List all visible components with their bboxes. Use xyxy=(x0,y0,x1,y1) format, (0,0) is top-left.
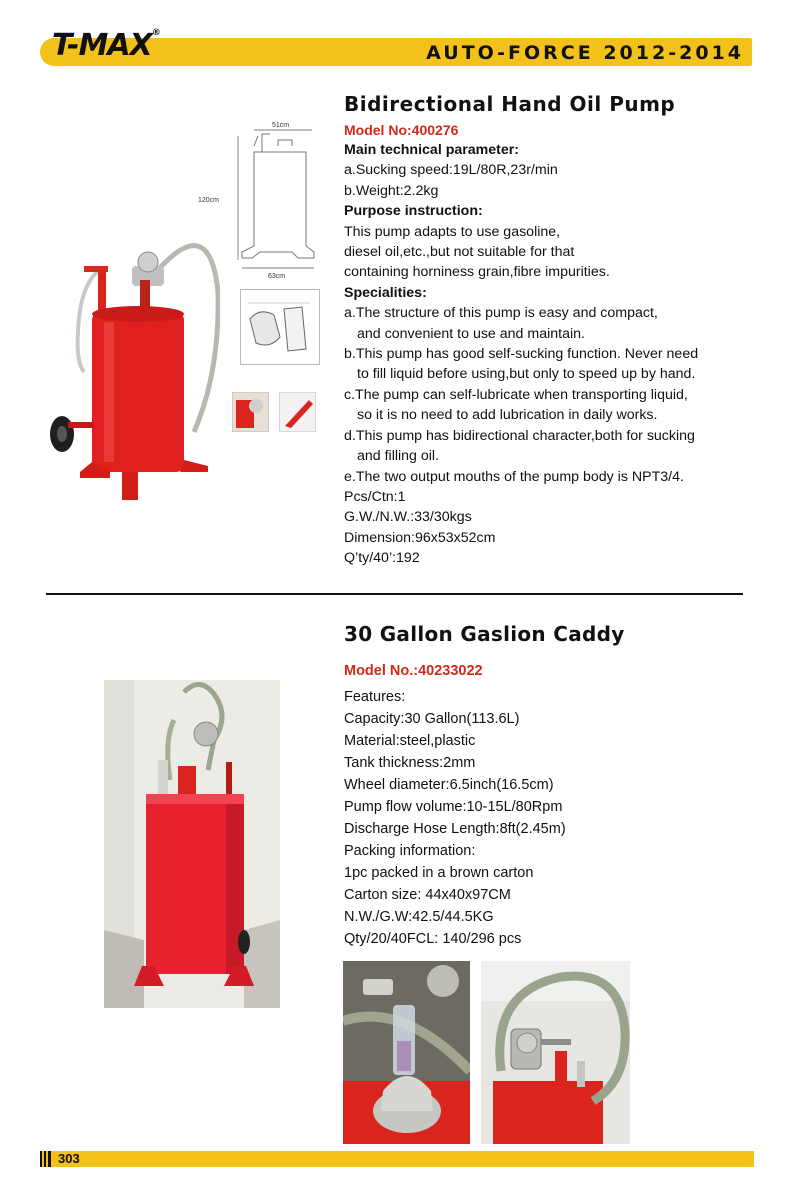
footer-stripes-icon xyxy=(40,1151,58,1167)
model-number: Model No.:40233022 xyxy=(344,663,483,679)
height-label: 120cm xyxy=(198,197,220,204)
spec-line: and convenient to use and maintain. xyxy=(357,325,585,342)
feature-line: Qty/20/40FCL: 140/296 pcs xyxy=(344,931,522,947)
feature-line: Tank thickness:2mm xyxy=(344,755,476,771)
spec-line: so it is no need to add lubrication in daily works. xyxy=(357,407,658,424)
feature-list xyxy=(344,686,754,950)
detail-thumbnail xyxy=(232,392,269,432)
feature-line: Wheel diameter:6.5inch(16.5cm) xyxy=(344,777,554,793)
product-photo-gas-caddy xyxy=(104,680,280,1008)
feature-line: Pump flow volume:10-15L/80Rpm xyxy=(344,799,563,815)
spec-line: to fill liquid before using,but only to speed up by hand. xyxy=(357,366,696,383)
spec-line: Purpose instruction: xyxy=(344,203,483,220)
spec-line: e.The two output mouths of the pump body is NPT3/4. xyxy=(344,468,684,485)
spec-line: b.This pump has good self-sucking function. Never need xyxy=(344,346,699,363)
usage-diagram xyxy=(240,289,320,365)
catalog-title: AUTO-FORCE 2012-2014 xyxy=(426,42,744,64)
spec-line: This pump adapts to use gasoline, xyxy=(344,223,561,240)
feature-line: Features: xyxy=(344,689,406,705)
feature-line: Carton size: 44x40x97CM xyxy=(344,887,511,903)
width-top-label: 51cm xyxy=(272,122,290,129)
page-number: 303 xyxy=(58,1151,80,1166)
feature-line: Material:steel,plastic xyxy=(344,733,476,749)
detail-thumbnail xyxy=(279,392,316,432)
feature-line: N.W./G.W:42.5/44.5KG xyxy=(344,909,494,925)
feature-line: Capacity:30 Gallon(113.6L) xyxy=(344,711,520,727)
brand-logo: T-MAX® xyxy=(52,28,160,63)
spec-line: Specialities: xyxy=(344,284,427,301)
spec-line: a.The structure of this pump is easy and compact, xyxy=(344,305,658,322)
spec-line: b.Weight:2.2kg xyxy=(344,182,439,199)
spec-line: a.Sucking speed:19L/80R,23r/min xyxy=(344,162,558,179)
detail-photo-filler-cap xyxy=(343,961,470,1144)
product-title: Bidirectional Hand Oil Pump xyxy=(344,92,676,116)
spec-line: Dimension:96x53x52cm xyxy=(344,529,496,546)
width-bottom-label: 63cm xyxy=(268,273,286,280)
feature-line: Discharge Hose Length:8ft(2.45m) xyxy=(344,821,566,837)
spec-line: and filling oil. xyxy=(357,448,440,465)
spec-line: Q’ty/40’:192 xyxy=(344,550,420,567)
spec-line: d.This pump has bidirectional character,both for sucking xyxy=(344,427,695,444)
product-title: 30 Gallon Gaslion Caddy xyxy=(344,622,625,646)
spec-list xyxy=(344,140,754,569)
model-number: Model No:400276 xyxy=(344,122,459,138)
detail-photo-hand-pump xyxy=(481,961,630,1144)
section-divider xyxy=(46,593,743,595)
feature-line: 1pc packed in a brown carton xyxy=(344,865,534,881)
spec-line: G.W./N.W.:33/30kgs xyxy=(344,509,472,526)
product-photo-oil-pump xyxy=(40,222,220,522)
spec-line: Pcs/Ctn:1 xyxy=(344,488,406,505)
spec-line: c.The pump can self-lubricate when transporting liquid, xyxy=(344,386,688,403)
feature-line: Packing information: xyxy=(344,843,476,859)
spec-line: Main technical parameter: xyxy=(344,142,520,158)
spec-line: diesel oil,etc.,but not suitable for that xyxy=(344,244,575,261)
footer-bar xyxy=(40,1151,754,1167)
spec-line: containing horniness grain,fibre impurities. xyxy=(344,264,610,281)
